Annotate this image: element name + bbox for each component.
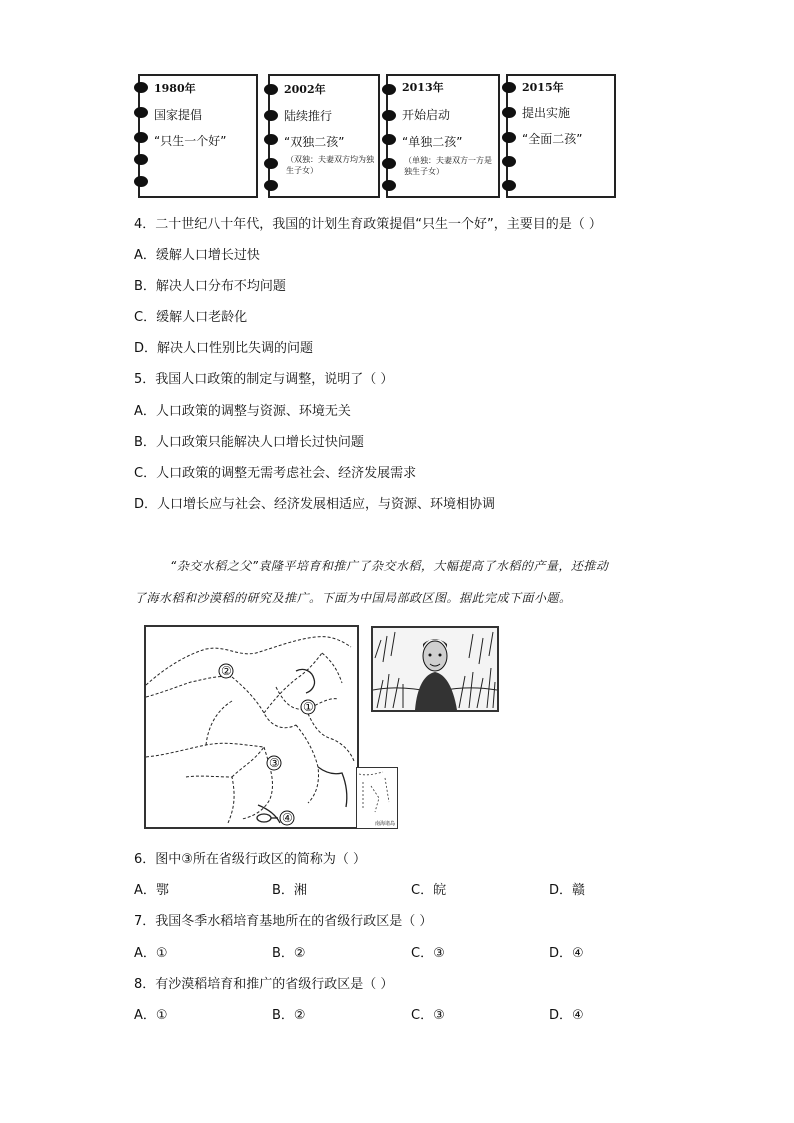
- ring-icon: [264, 84, 278, 95]
- china-province-map: [144, 625, 359, 829]
- ring-icon: [502, 107, 516, 118]
- card-year: 2002年: [284, 83, 326, 96]
- q4-stem: 4．二十世纪八十年代，我国的计划生育政策提倡“只生一个好”，主要目的是（ ）: [134, 217, 602, 232]
- map-outline: [146, 627, 357, 827]
- q8-stem: 8．有沙漠稻培育和推广的省级行政区是（ ）: [134, 977, 394, 992]
- ring-icon: [382, 180, 396, 191]
- q5-option-d[interactable]: D．人口增长应与社会、经济发展相适应，与资源、环境相协调: [134, 497, 496, 512]
- ring-icon: [264, 180, 278, 191]
- map-label-3: ③: [269, 756, 280, 770]
- card-action: 提出实施: [522, 106, 571, 120]
- ring-icon: [502, 180, 516, 191]
- policy-card-1980: [138, 74, 258, 198]
- q4-option-a[interactable]: A．缓解人口增长过快: [134, 248, 260, 263]
- ring-icon: [264, 134, 278, 145]
- q7-option-b[interactable]: B．②: [272, 946, 306, 961]
- q6-option-c[interactable]: C．皖: [411, 883, 447, 898]
- q7-stem: 7．我国冬季水稻培育基地所在的省级行政区是（ ）: [134, 914, 433, 929]
- ring-icon: [134, 107, 148, 118]
- q5-option-b[interactable]: B．人口政策只能解决人口增长过快问题: [134, 435, 364, 450]
- ring-icon: [264, 110, 278, 121]
- ring-icon: [502, 132, 516, 143]
- card-note: （单独：夫妻双方一方是独生子女）: [404, 156, 492, 176]
- ring-icon: [382, 110, 396, 121]
- q8-option-c[interactable]: C．③: [411, 1008, 445, 1023]
- q6-stem: 6．图中③所在省级行政区的简称为（ ）: [134, 852, 367, 867]
- q5-option-a[interactable]: A．人口政策的调整与资源、环境无关: [134, 404, 351, 419]
- card-policy: “只生一个好”: [154, 134, 227, 148]
- card-action: 国家提倡: [154, 108, 203, 122]
- card-year: 1980年: [154, 82, 196, 95]
- card-action: 陆续推行: [284, 109, 333, 123]
- portrait-photo: [371, 626, 499, 712]
- policy-card-2013: [386, 74, 500, 198]
- inset-label: 南海诸岛: [375, 821, 396, 827]
- q7-option-a[interactable]: A．①: [134, 946, 168, 961]
- south-china-sea-inset: [356, 767, 398, 829]
- ring-icon: [134, 154, 148, 165]
- q6-option-d[interactable]: D．赣: [549, 883, 586, 898]
- policy-card-2002: [268, 74, 380, 198]
- policy-timeline: [134, 74, 616, 196]
- card-note: （双独：夫妻双方均为独生子女）: [286, 155, 374, 175]
- ring-icon: [502, 82, 516, 93]
- passage-line-1: “杂交水稻之父”袁隆平培育和推广了杂交水稻，大幅提高了水稻的产量，还推动: [170, 559, 609, 573]
- card-policy: “全面二孩”: [522, 132, 583, 146]
- policy-card-2015: [506, 74, 616, 198]
- ring-icon: [382, 84, 396, 95]
- rice-field-photo: [373, 628, 497, 710]
- ring-icon: [134, 132, 148, 143]
- ring-icon: [134, 82, 148, 93]
- q8-option-b[interactable]: B．②: [272, 1008, 306, 1023]
- card-year: 2015年: [522, 81, 564, 94]
- q8-option-d[interactable]: D．④: [549, 1008, 584, 1023]
- card-policy: “单独二孩”: [402, 135, 463, 149]
- q4-option-c[interactable]: C．缓解人口老龄化: [134, 310, 248, 325]
- map-label-1: ①: [303, 700, 314, 714]
- passage-line-2: 了海水稻和沙漠稻的研究及推广。下面为中国局部政区图。据此完成下面小题。: [134, 591, 572, 605]
- ring-icon: [382, 158, 396, 169]
- map-label-2: ②: [221, 664, 232, 678]
- ring-icon: [502, 156, 516, 167]
- ring-icon: [382, 134, 396, 145]
- map-label-4: ④: [282, 811, 293, 825]
- q6-option-a[interactable]: A．鄂: [134, 883, 169, 898]
- card-action: 开始启动: [402, 108, 451, 122]
- card-year: 2013年: [402, 81, 444, 94]
- q4-option-b[interactable]: B．解决人口分布不均问题: [134, 279, 286, 294]
- q8-option-a[interactable]: A．①: [134, 1008, 168, 1023]
- ring-icon: [264, 158, 278, 169]
- q7-option-c[interactable]: C．③: [411, 946, 445, 961]
- ring-icon: [134, 176, 148, 187]
- q5-stem: 5．我国人口政策的制定与调整，说明了（ ）: [134, 372, 394, 387]
- q5-option-c[interactable]: C．人口政策的调整无需考虑社会、经济发展需求: [134, 466, 417, 481]
- inset-outline: [357, 768, 397, 828]
- q6-option-b[interactable]: B．湘: [272, 883, 307, 898]
- q4-option-d[interactable]: D．解决人口性别比失调的问题: [134, 341, 314, 356]
- card-policy: “双独二孩”: [284, 135, 345, 149]
- q7-option-d[interactable]: D．④: [549, 946, 584, 961]
